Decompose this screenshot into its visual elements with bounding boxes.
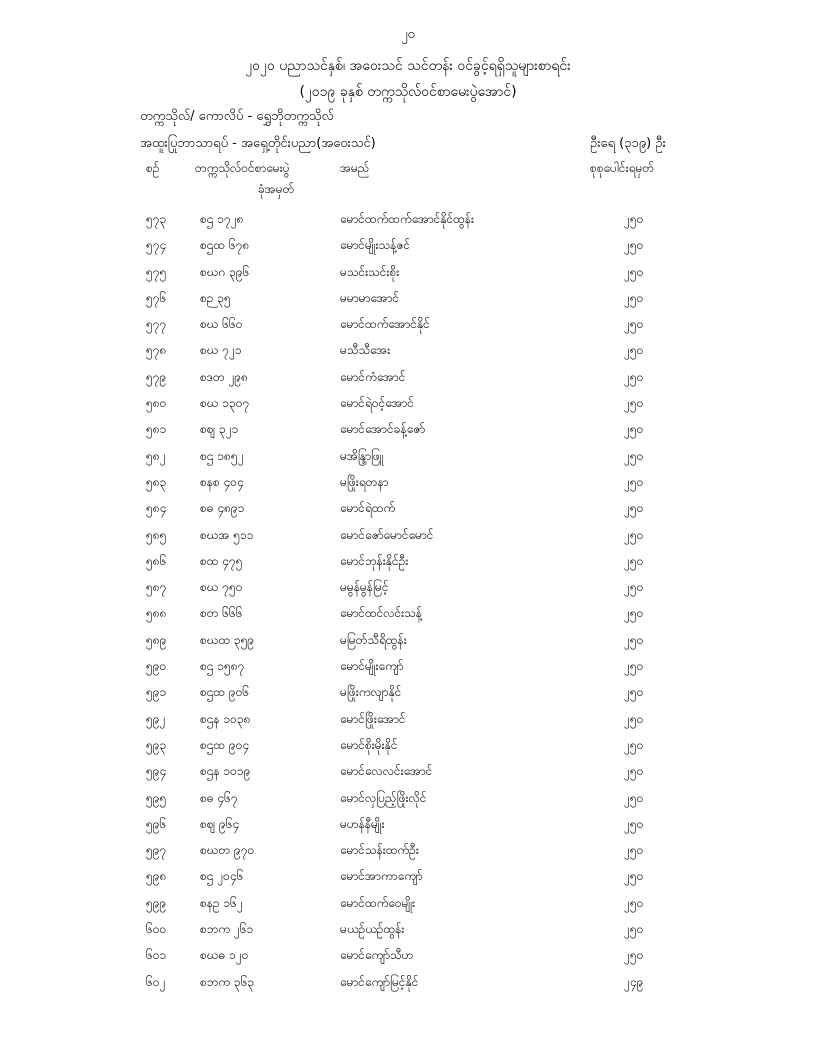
row-number: ၅၉၀ <box>146 659 167 674</box>
student-name: မောင်ရဲဝင့်အောင် <box>340 396 414 411</box>
row-number: ၅၇၅ <box>146 264 167 279</box>
total-count: ဦးရေ (၃၁၉) ဦး <box>590 136 666 151</box>
student-name: မမာမာအောင် <box>340 290 400 305</box>
table-row <box>0 921 816 947</box>
table-row <box>0 211 816 237</box>
student-name: မောင်စိုးမိုးနိုင် <box>340 737 398 752</box>
student-name: မသင်းသင်းစိုး <box>340 264 400 279</box>
total-marks: ၂၅၀ <box>624 264 644 279</box>
roll-number: စဌန ၁၀၁၉ <box>200 764 251 779</box>
roll-number: စနဥ ၁၆၂ <box>200 895 243 910</box>
roll-number: စဃ ၇၂၁ <box>200 343 242 358</box>
row-number: ၅၈၀ <box>146 396 167 411</box>
total-marks: ၂၅၀ <box>624 396 644 411</box>
table-row <box>0 395 816 421</box>
total-marks: ၂၅၀ <box>624 843 644 858</box>
roll-number: စဈ ၉၆၄ <box>200 816 240 831</box>
total-marks: ၂၅၀ <box>624 869 644 884</box>
row-number: ၅၉၃ <box>146 737 167 752</box>
table-row <box>0 605 816 631</box>
row-number: ၅၇၉ <box>146 369 167 384</box>
roll-number: စဌထ ၉၀၆ <box>200 685 250 700</box>
table-row <box>0 527 816 553</box>
total-marks: ၂၅၀ <box>624 290 644 305</box>
total-marks: ၂၅၀ <box>624 948 644 963</box>
total-marks: ၂၅၀ <box>624 685 644 700</box>
total-marks: ၂၅၀ <box>624 422 644 437</box>
roll-number: စဃဂ ၃၉၆ <box>200 264 250 279</box>
table-row <box>0 369 816 395</box>
student-name: မဖြိုးရတနာ <box>340 474 389 489</box>
row-number: ၅၈၄ <box>146 501 167 516</box>
row-number: ၅၈၈ <box>146 606 167 621</box>
roll-number: စဒတ ၂၉၈ <box>200 369 249 384</box>
row-number: ၅၈၅ <box>146 527 167 542</box>
student-name: မအိန္ဒြာဖြူ <box>340 448 384 463</box>
roll-number: စဌ ၁၅၈၇ <box>200 659 245 674</box>
total-marks: ၂၅၀ <box>624 632 644 647</box>
student-name: မောင်ကျော်သီဟ <box>340 948 414 963</box>
total-marks: ၂၅၀ <box>624 527 644 542</box>
row-number: ၅၇၄ <box>146 238 167 253</box>
row-number: ၅၉၄ <box>146 764 167 779</box>
total-marks: ၂၅၀ <box>624 711 644 726</box>
table-row <box>0 790 816 816</box>
student-name: မောင်ရဲထက် <box>340 501 396 516</box>
total-marks: ၂၅၀ <box>624 764 644 779</box>
row-number: ၅၇၆ <box>146 290 167 305</box>
roll-number: စဃဓ ၁၂၀ <box>200 948 249 963</box>
total-marks: ၂၅၀ <box>624 895 644 910</box>
student-name: မောင်လေလင်းအောင် <box>340 764 433 779</box>
table-row <box>0 816 816 842</box>
row-number: ၅၇၃ <box>146 212 167 226</box>
student-name: မမွန်မွန်မြင့် <box>340 580 389 595</box>
student-name: မောင်အာကာကျော် <box>340 869 423 884</box>
row-number: ၆၀၁ <box>146 948 167 963</box>
table-row <box>0 421 816 447</box>
table-row <box>0 684 816 710</box>
row-number: ၅၉၉ <box>146 895 167 910</box>
header-roll-line1: တက္ကသိုလ်ဝင်စာမေးပွဲ <box>195 161 290 175</box>
total-marks: ၂၅၀ <box>624 737 644 752</box>
total-marks: ၂၅၀ <box>624 317 644 332</box>
total-marks: ၂၅၀ <box>624 580 644 595</box>
document-subtitle: (၂၀၁၉ ခုနှစ် တက္ကသိုလ်ဝင်စာမေးပွဲအောင်) <box>299 84 517 100</box>
header-name: အမည် <box>340 161 370 175</box>
student-name: မသီသီအေး <box>340 343 391 358</box>
roll-number: စဃ ၁၃၀၇ <box>200 396 250 411</box>
table-row <box>0 895 816 921</box>
roll-number: စဌ ၂၀၄၆ <box>200 869 244 884</box>
row-number: ၆၀၀ <box>146 922 167 937</box>
student-name: မောင်ထင်လင်းသန့် <box>340 606 422 621</box>
row-number: ၆၀၂ <box>146 974 166 989</box>
table-row <box>0 658 816 684</box>
table-row <box>0 500 816 526</box>
document-title: ၂၀၂၀ ပညာသင်နှစ်၊ အဝေးသင် သင်တန်း ဝင်ခွင့်ရရှိသူများစာရင်း <box>245 58 571 74</box>
header-no: စဉ် <box>146 161 160 175</box>
row-number: ၅၈၇ <box>146 580 167 595</box>
student-name: မောင်ကံအောင် <box>340 369 406 384</box>
row-number: ၅၈၁ <box>146 422 167 437</box>
roll-number: စဃ ၇၅၀ <box>200 580 243 595</box>
student-name: မမြတ်သီရိထွန်း <box>340 632 407 647</box>
student-name: မောင်ကျော်မြင့်နိုင် <box>340 974 419 989</box>
student-name: မောင်အောင်ခန့်ဇော် <box>340 422 426 437</box>
header-roll-line2: ခုံအမှတ် <box>258 182 295 196</box>
total-marks: ၂၅၀ <box>624 369 644 384</box>
student-name: မောင်ဘုန်းနိုင်ဦး <box>340 553 409 568</box>
student-name: မောင်ဇော်မောင်မောင် <box>340 527 434 542</box>
header-marks: စုစုပေါင်းရမှတ် <box>590 161 655 175</box>
total-marks: ၂၅၀ <box>624 238 644 253</box>
row-number: ၅၇၈ <box>146 343 167 358</box>
student-name: မောင်ထက်ဝေမျိုး <box>340 895 416 910</box>
roll-number: စတ ၆၆၆ <box>200 606 243 621</box>
row-number: ၅၉၂ <box>146 711 166 726</box>
total-marks: ၂၄၉ <box>624 974 644 989</box>
student-name: မယဉ်ယဉ်ထွန်း <box>340 922 405 937</box>
page-number: ၂၀ <box>401 27 415 42</box>
roll-number: စဌ ၁၈၅၂ <box>200 448 244 463</box>
row-number: ၅၈၉ <box>146 632 167 647</box>
roll-number: စဌထ ၉၀၄ <box>200 737 250 752</box>
roll-number: စဘက ၂၆၁ <box>200 922 254 937</box>
student-name: မဖြိုးကလျာနိုင် <box>340 685 402 700</box>
table-row <box>0 474 816 500</box>
roll-number: စဌ ၁၇၂၈ <box>200 212 244 226</box>
student-name: မောင်မျိုးကျော် <box>340 659 404 674</box>
total-marks: ၂၅၀ <box>624 606 644 621</box>
total-marks: ၂၅၀ <box>624 501 644 516</box>
table-row <box>0 553 816 579</box>
total-marks: ၂၅၀ <box>624 343 644 358</box>
table-row <box>0 763 816 789</box>
row-number: ၅၉၈ <box>146 869 167 884</box>
student-name: မောင်လှပြည့်ဖြိုးလိုင် <box>340 790 427 805</box>
table-row <box>0 632 816 658</box>
roll-number: စဈ ၃၂၁ <box>200 422 239 437</box>
roll-number: စဘက ၃၆၃ <box>200 974 255 989</box>
university-line: တက္ကသိုလ်/ ကောလိပ် - ရွှေဘိုတက္ကသိုလ် <box>140 109 334 124</box>
student-name: မောင်ထက်ထက်အောင်နိုင်ထွန်း <box>340 212 475 226</box>
roll-number: စဌထ ၆၇၈ <box>200 238 250 253</box>
table-row <box>0 237 816 263</box>
table-row <box>0 290 816 316</box>
row-number: ၅၉၇ <box>146 843 167 858</box>
roll-number: စဓ ၄၈၉၁ <box>200 501 245 516</box>
table-row <box>0 711 816 737</box>
roll-number: စဃတ ၉၇၀ <box>200 843 255 858</box>
roll-number: စဃ ၆၆၀ <box>200 317 243 332</box>
student-name: မောင်ထက်အောင်နိုင် <box>340 317 430 332</box>
student-list <box>0 211 816 1000</box>
row-number: ၅၉၆ <box>146 816 167 831</box>
roll-number: စဓ ၄၆၇ <box>200 790 238 805</box>
total-marks: ၂၅၀ <box>624 816 644 831</box>
table-row <box>0 737 816 763</box>
table-row <box>0 448 816 474</box>
student-name: မောင်မျိုးသန့်ဇင် <box>340 238 411 253</box>
total-marks: ၂၅၀ <box>624 553 644 568</box>
total-marks: ၂၅၀ <box>624 474 644 489</box>
row-number: ၅၈၃ <box>146 474 167 489</box>
student-name: မောင်သန်းထက်ဦး <box>340 843 419 858</box>
row-number: ၅၈၆ <box>146 553 167 568</box>
table-row <box>0 264 816 290</box>
student-name: မောင်ဖြိုးအောင် <box>340 711 406 726</box>
roll-number: စနစ ၄၀၄ <box>200 474 244 489</box>
table-row <box>0 974 816 1000</box>
roll-number: စဉ ၃၅ <box>200 290 231 305</box>
major-line: အထူးပြုဘာသာရပ် - အရှေ့တိုင်းပညာ(အဝေးသင်) <box>140 136 376 151</box>
roll-number: စထ ၄၇၅ <box>200 553 243 568</box>
total-marks: ၂၅၀ <box>624 659 644 674</box>
row-number: ၅၉၁ <box>146 685 167 700</box>
roll-number: စဌန ၁၀၃၈ <box>200 711 251 726</box>
total-marks: ၂၅၀ <box>624 790 644 805</box>
table-row <box>0 342 816 368</box>
table-row <box>0 842 816 868</box>
row-number: ၅၈၂ <box>146 448 166 463</box>
table-row <box>0 868 816 894</box>
table-row <box>0 316 816 342</box>
total-marks: ၂၅၀ <box>624 212 644 226</box>
row-number: ၅၉၅ <box>146 790 167 805</box>
roll-number: စဃထ ၃၅၉ <box>200 632 255 647</box>
row-number: ၅၇၇ <box>146 317 167 332</box>
table-row <box>0 947 816 973</box>
total-marks: ၂၅၀ <box>624 922 644 937</box>
roll-number: စဃအ ၅၁၁ <box>200 527 254 542</box>
student-name: မဟန်နီမျိုး <box>340 816 385 831</box>
table-row <box>0 579 816 605</box>
total-marks: ၂၅၀ <box>624 448 644 463</box>
